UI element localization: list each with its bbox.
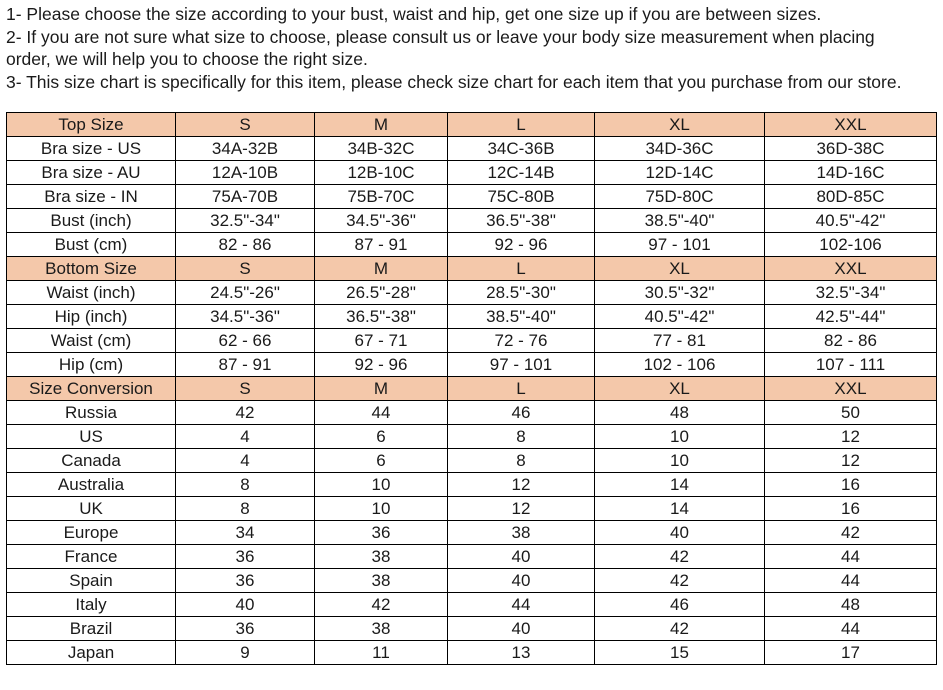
note-line: 3- This size chart is specifically for this item, please check size chart for each item that you purchase from our store.	[6, 71, 902, 92]
size-value-cell-xl: 77 - 81	[595, 329, 765, 353]
size-value-cell-xl: 97 - 101	[595, 233, 765, 257]
header-cell-xl: XL	[595, 377, 765, 401]
size-value-cell-xxl: 16	[765, 497, 937, 521]
row-label-cell: Italy	[7, 593, 176, 617]
header-cell-xxl: XXL	[765, 257, 937, 281]
size-value-cell-l: 72 - 76	[448, 329, 595, 353]
size-value-cell-xxl: 48	[765, 593, 937, 617]
row-label-cell: Hip (inch)	[7, 305, 176, 329]
size-value-cell-s: 12A-10B	[176, 161, 315, 185]
header-cell-l: L	[448, 257, 595, 281]
header-cell-s: S	[176, 257, 315, 281]
row-label-cell: UK	[7, 497, 176, 521]
header-cell-l: L	[448, 377, 595, 401]
size-value-cell-xl: 40	[595, 521, 765, 545]
header-cell-s: S	[176, 377, 315, 401]
size-value-cell-xl: 15	[595, 641, 765, 665]
size-value-cell-l: 46	[448, 401, 595, 425]
header-cell-label: Size Conversion	[7, 377, 176, 401]
size-value-cell-s: 36	[176, 617, 315, 641]
size-value-cell-m: 6	[315, 425, 448, 449]
header-cell-m: M	[315, 257, 448, 281]
size-value-cell-xl: 10	[595, 449, 765, 473]
size-value-cell-s: 34.5"-36"	[176, 305, 315, 329]
row-label-cell: Bust (inch)	[7, 209, 176, 233]
table-row-bra-size-au	[7, 161, 937, 185]
row-label-cell: Japan	[7, 641, 176, 665]
table-row-europe	[7, 521, 937, 545]
size-value-cell-l: 38.5"-40"	[448, 305, 595, 329]
table-row-bust-inch	[7, 209, 937, 233]
table-row-us	[7, 425, 937, 449]
row-label-cell: Waist (inch)	[7, 281, 176, 305]
size-value-cell-xxl: 44	[765, 545, 937, 569]
row-label-cell: Bra size - AU	[7, 161, 176, 185]
size-value-cell-m: 92 - 96	[315, 353, 448, 377]
row-label-cell: Spain	[7, 569, 176, 593]
size-value-cell-xxl: 102-106	[765, 233, 937, 257]
table-row-hip-cm	[7, 353, 937, 377]
size-value-cell-xxl: 42	[765, 521, 937, 545]
size-value-cell-xl: 42	[595, 569, 765, 593]
table-row-russia	[7, 401, 937, 425]
table-row-japan	[7, 641, 937, 665]
row-label-cell: Waist (cm)	[7, 329, 176, 353]
size-value-cell-xl: 40.5"-42"	[595, 305, 765, 329]
size-value-cell-m: 38	[315, 617, 448, 641]
size-value-cell-xl: 10	[595, 425, 765, 449]
row-label-cell: Bra size - IN	[7, 185, 176, 209]
size-value-cell-s: 36	[176, 545, 315, 569]
table-row-uk	[7, 497, 937, 521]
size-value-cell-xl: 42	[595, 617, 765, 641]
header-cell-xxl: XXL	[765, 113, 937, 137]
size-value-cell-xl: 38.5"-40"	[595, 209, 765, 233]
size-value-cell-l: 36.5"-38"	[448, 209, 595, 233]
row-label-cell: Russia	[7, 401, 176, 425]
size-value-cell-xxl: 36D-38C	[765, 137, 937, 161]
size-value-cell-l: 13	[448, 641, 595, 665]
size-value-cell-m: 34B-32C	[315, 137, 448, 161]
size-value-cell-l: 28.5"-30"	[448, 281, 595, 305]
size-value-cell-s: 32.5"-34"	[176, 209, 315, 233]
size-value-cell-s: 9	[176, 641, 315, 665]
size-value-cell-m: 38	[315, 545, 448, 569]
size-chart-table	[6, 112, 937, 665]
size-value-cell-m: 12B-10C	[315, 161, 448, 185]
row-label-cell: Bra size - US	[7, 137, 176, 161]
table-row-canada	[7, 449, 937, 473]
size-value-cell-l: 92 - 96	[448, 233, 595, 257]
size-value-cell-xl: 14	[595, 473, 765, 497]
size-value-cell-s: 62 - 66	[176, 329, 315, 353]
size-value-cell-l: 8	[448, 449, 595, 473]
header-cell-l: L	[448, 113, 595, 137]
header-cell-s: S	[176, 113, 315, 137]
size-value-cell-s: 40	[176, 593, 315, 617]
size-value-cell-m: 11	[315, 641, 448, 665]
size-value-cell-xxl: 14D-16C	[765, 161, 937, 185]
size-value-cell-xxl: 80D-85C	[765, 185, 937, 209]
size-value-cell-xxl: 107 - 111	[765, 353, 937, 377]
table-row-bra-size-us	[7, 137, 937, 161]
size-value-cell-s: 8	[176, 473, 315, 497]
size-value-cell-l: 8	[448, 425, 595, 449]
size-value-cell-xxl: 16	[765, 473, 937, 497]
section-header-row-bottom-size	[7, 257, 937, 281]
row-label-cell: France	[7, 545, 176, 569]
note-line: 2- If you are not sure what size to choose, please consult us or leave your body size measurement when placing	[6, 26, 875, 47]
size-value-cell-s: 42	[176, 401, 315, 425]
size-chart-body	[7, 113, 937, 665]
table-row-bust-cm	[7, 233, 937, 257]
size-value-cell-s: 4	[176, 425, 315, 449]
row-label-cell: Australia	[7, 473, 176, 497]
header-cell-xl: XL	[595, 257, 765, 281]
size-value-cell-xxl: 44	[765, 617, 937, 641]
table-row-italy	[7, 593, 937, 617]
size-value-cell-xxl: 50	[765, 401, 937, 425]
size-value-cell-xxl: 32.5"-34"	[765, 281, 937, 305]
size-value-cell-s: 87 - 91	[176, 353, 315, 377]
note-line: 1- Please choose the size according to your bust, waist and hip, get one size up if you are between sizes.	[6, 4, 822, 24]
size-value-cell-m: 87 - 91	[315, 233, 448, 257]
size-value-cell-m: 42	[315, 593, 448, 617]
size-value-cell-m: 36.5"-38"	[315, 305, 448, 329]
size-value-cell-xxl: 82 - 86	[765, 329, 937, 353]
size-value-cell-m: 26.5"-28"	[315, 281, 448, 305]
size-value-cell-l: 40	[448, 545, 595, 569]
size-value-cell-s: 34A-32B	[176, 137, 315, 161]
header-cell-m: M	[315, 113, 448, 137]
size-value-cell-xl: 46	[595, 593, 765, 617]
size-value-cell-xl: 34D-36C	[595, 137, 765, 161]
size-value-cell-xxl: 12	[765, 425, 937, 449]
header-cell-label: Bottom Size	[7, 257, 176, 281]
row-label-cell: Bust (cm)	[7, 233, 176, 257]
size-value-cell-xxl: 44	[765, 569, 937, 593]
size-value-cell-l: 40	[448, 569, 595, 593]
size-value-cell-l: 38	[448, 521, 595, 545]
size-value-cell-m: 38	[315, 569, 448, 593]
size-value-cell-m: 36	[315, 521, 448, 545]
row-label-cell: Europe	[7, 521, 176, 545]
header-cell-m: M	[315, 377, 448, 401]
size-value-cell-s: 8	[176, 497, 315, 521]
section-header-row-top-size	[7, 113, 937, 137]
size-value-cell-xxl: 12	[765, 449, 937, 473]
size-value-cell-xl: 14	[595, 497, 765, 521]
row-label-cell: Canada	[7, 449, 176, 473]
size-value-cell-m: 67 - 71	[315, 329, 448, 353]
size-value-cell-m: 44	[315, 401, 448, 425]
size-value-cell-s: 75A-70B	[176, 185, 315, 209]
table-row-hip-inch	[7, 305, 937, 329]
size-value-cell-m: 6	[315, 449, 448, 473]
size-value-cell-l: 97 - 101	[448, 353, 595, 377]
size-value-cell-m: 75B-70C	[315, 185, 448, 209]
row-label-cell: Hip (cm)	[7, 353, 176, 377]
size-value-cell-m: 10	[315, 497, 448, 521]
size-value-cell-l: 44	[448, 593, 595, 617]
size-value-cell-xxl: 40.5"-42"	[765, 209, 937, 233]
size-value-cell-l: 12C-14B	[448, 161, 595, 185]
size-value-cell-s: 4	[176, 449, 315, 473]
size-value-cell-s: 24.5"-26"	[176, 281, 315, 305]
size-value-cell-xl: 12D-14C	[595, 161, 765, 185]
header-cell-xl: XL	[595, 113, 765, 137]
size-value-cell-l: 40	[448, 617, 595, 641]
row-label-cell: Brazil	[7, 617, 176, 641]
size-value-cell-l: 12	[448, 497, 595, 521]
table-row-brazil	[7, 617, 937, 641]
size-value-cell-xl: 42	[595, 545, 765, 569]
size-value-cell-s: 36	[176, 569, 315, 593]
size-value-cell-xxl: 17	[765, 641, 937, 665]
size-value-cell-xl: 75D-80C	[595, 185, 765, 209]
size-value-cell-xxl: 42.5"-44"	[765, 305, 937, 329]
size-value-cell-l: 75C-80B	[448, 185, 595, 209]
size-value-cell-s: 82 - 86	[176, 233, 315, 257]
table-row-waist-inch	[7, 281, 937, 305]
size-value-cell-s: 34	[176, 521, 315, 545]
size-value-cell-xl: 30.5"-32"	[595, 281, 765, 305]
header-cell-label: Top Size	[7, 113, 176, 137]
size-value-cell-l: 34C-36B	[448, 137, 595, 161]
size-notes	[6, 3, 941, 93]
size-value-cell-l: 12	[448, 473, 595, 497]
size-value-cell-m: 34.5"-36"	[315, 209, 448, 233]
size-value-cell-m: 10	[315, 473, 448, 497]
section-header-row-size-conversion	[7, 377, 937, 401]
table-row-bra-size-in	[7, 185, 937, 209]
table-row-france	[7, 545, 937, 569]
table-row-waist-cm	[7, 329, 937, 353]
row-label-cell: US	[7, 425, 176, 449]
header-cell-xxl: XXL	[765, 377, 937, 401]
table-row-spain	[7, 569, 937, 593]
table-row-australia	[7, 473, 937, 497]
note-line: order, we will help you to choose the right size.	[6, 49, 368, 69]
size-value-cell-xl: 102 - 106	[595, 353, 765, 377]
size-value-cell-xl: 48	[595, 401, 765, 425]
